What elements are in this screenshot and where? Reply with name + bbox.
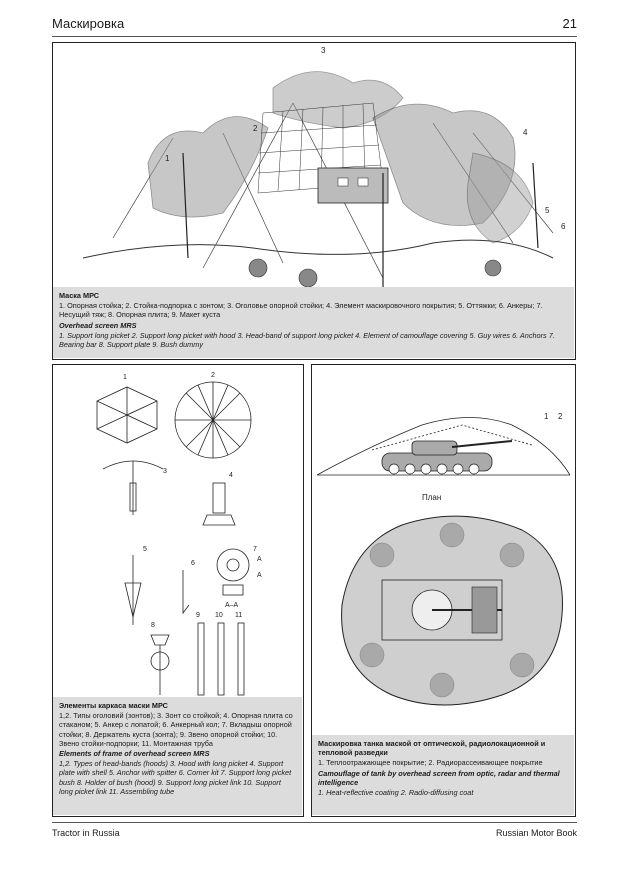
fig1-label: 1 bbox=[165, 154, 170, 163]
fig2-label: A bbox=[257, 556, 262, 563]
fig3-label: План bbox=[422, 493, 442, 502]
figure-mrs-caption bbox=[53, 287, 574, 358]
fig2-label: 9 bbox=[196, 612, 200, 619]
figure-tank-caption bbox=[312, 735, 574, 815]
fig2-label: 7 bbox=[253, 546, 257, 553]
caption-ru-body: 1. Опорная стойка; 2. Стойка-подпорка с зонтом; 3. Оголовье опорной стойки; 4. Элемент маскировочного покрытия; 5. Оттяжки; 6. Анкеры; 7. Несущий тяж; 8. Опорная плита; 9. Макет куста bbox=[59, 301, 543, 320]
page-number: 21 bbox=[562, 16, 577, 31]
fig2-label: A–A bbox=[225, 602, 239, 609]
page-footer bbox=[52, 822, 577, 839]
fig1-label: 4 bbox=[523, 128, 528, 137]
fig1-label: 6 bbox=[561, 222, 566, 231]
mrs-illustration bbox=[53, 43, 574, 287]
figure-frame-elements-panel bbox=[52, 364, 304, 817]
caption-ru-body: 1,2. Типы оголовий (зонтов); 3. Зонт со стойкой; 4. Опорная плита со стаканом; 5. Анкер с лопатой; 6. Анкерный кол; 7. Вкладыш опорной стойки; 8. Держатель куста (зонта); 9. Звено опорной стойки; 10. Звено стойки-подпорки; 11. Монтажная труба bbox=[59, 711, 293, 748]
fig2-label: 6 bbox=[191, 560, 195, 567]
figure-tank-panel bbox=[311, 364, 576, 817]
figure-mrs-panel bbox=[52, 42, 576, 360]
caption-en-body: 1. Support long picket 2. Support long picket with hood 3. Head-band of support long picket 4. Element of camouflage covering 5. Guy wires 6. Anchors 7. Bearing bar 8. Support plate 9. Bush dummy bbox=[59, 330, 555, 350]
caption-en-title: Camouflage of tank by overhead screen from optic, radar and thermal intelligence bbox=[318, 768, 560, 787]
caption-ru-body: 1. Теплоотражающее покрытие; 2. Радиорассеивающее покрытие bbox=[318, 758, 543, 768]
fig2-label: 3 bbox=[163, 468, 167, 475]
fig3-label: 1 bbox=[544, 412, 549, 421]
fig2-label: 1 bbox=[123, 374, 127, 381]
fig1-label: 3 bbox=[321, 46, 326, 55]
fig1-label: 2 bbox=[253, 124, 258, 133]
fig1-label: 5 bbox=[545, 206, 550, 215]
footer-left: Tractor in Russia bbox=[52, 828, 120, 838]
caption-ru-title: Маска МРС bbox=[59, 291, 100, 300]
caption-en-title: Elements of frame of overhead screen MRS bbox=[59, 749, 210, 759]
page-header bbox=[52, 14, 577, 37]
caption-en-body: 1,2. Types of head-bands (hoods) 3. Hood with long picket 4. Support plate with shell 5. Anchor with spitter 6. Corner kit 7. Support long picket bush 8. Holder of bush (hood) 9. Support long picket link 10. Support long picket link 11. Assembling tube bbox=[59, 759, 292, 796]
fig2-label: 8 bbox=[151, 622, 155, 629]
page-title: Маскировка bbox=[52, 16, 125, 31]
fig2-label: 11 bbox=[235, 612, 243, 619]
caption-ru-title: Элементы каркаса маски МРС bbox=[59, 701, 168, 710]
figure-frame-caption bbox=[53, 697, 302, 815]
fig2-label: 5 bbox=[143, 546, 147, 553]
caption-en-body: 1. Heat-reflective coating 2. Radio-diffusing coat bbox=[318, 788, 474, 798]
tank-illustration bbox=[312, 365, 574, 735]
fig2-label: 4 bbox=[229, 472, 233, 479]
fig2-label: A bbox=[257, 572, 262, 579]
fig2-label: 10 bbox=[215, 612, 223, 619]
caption-ru-title: Маскировка танка маской от оптической, радиолокационной и тепловой разведки bbox=[318, 739, 546, 758]
fig3-label: 2 bbox=[558, 412, 563, 421]
fig2-label: 2 bbox=[211, 372, 215, 379]
frame-elements-illustration bbox=[53, 365, 302, 697]
caption-en-title: Overhead screen MRS bbox=[59, 320, 137, 330]
footer-right: Russian Motor Book bbox=[495, 828, 577, 838]
